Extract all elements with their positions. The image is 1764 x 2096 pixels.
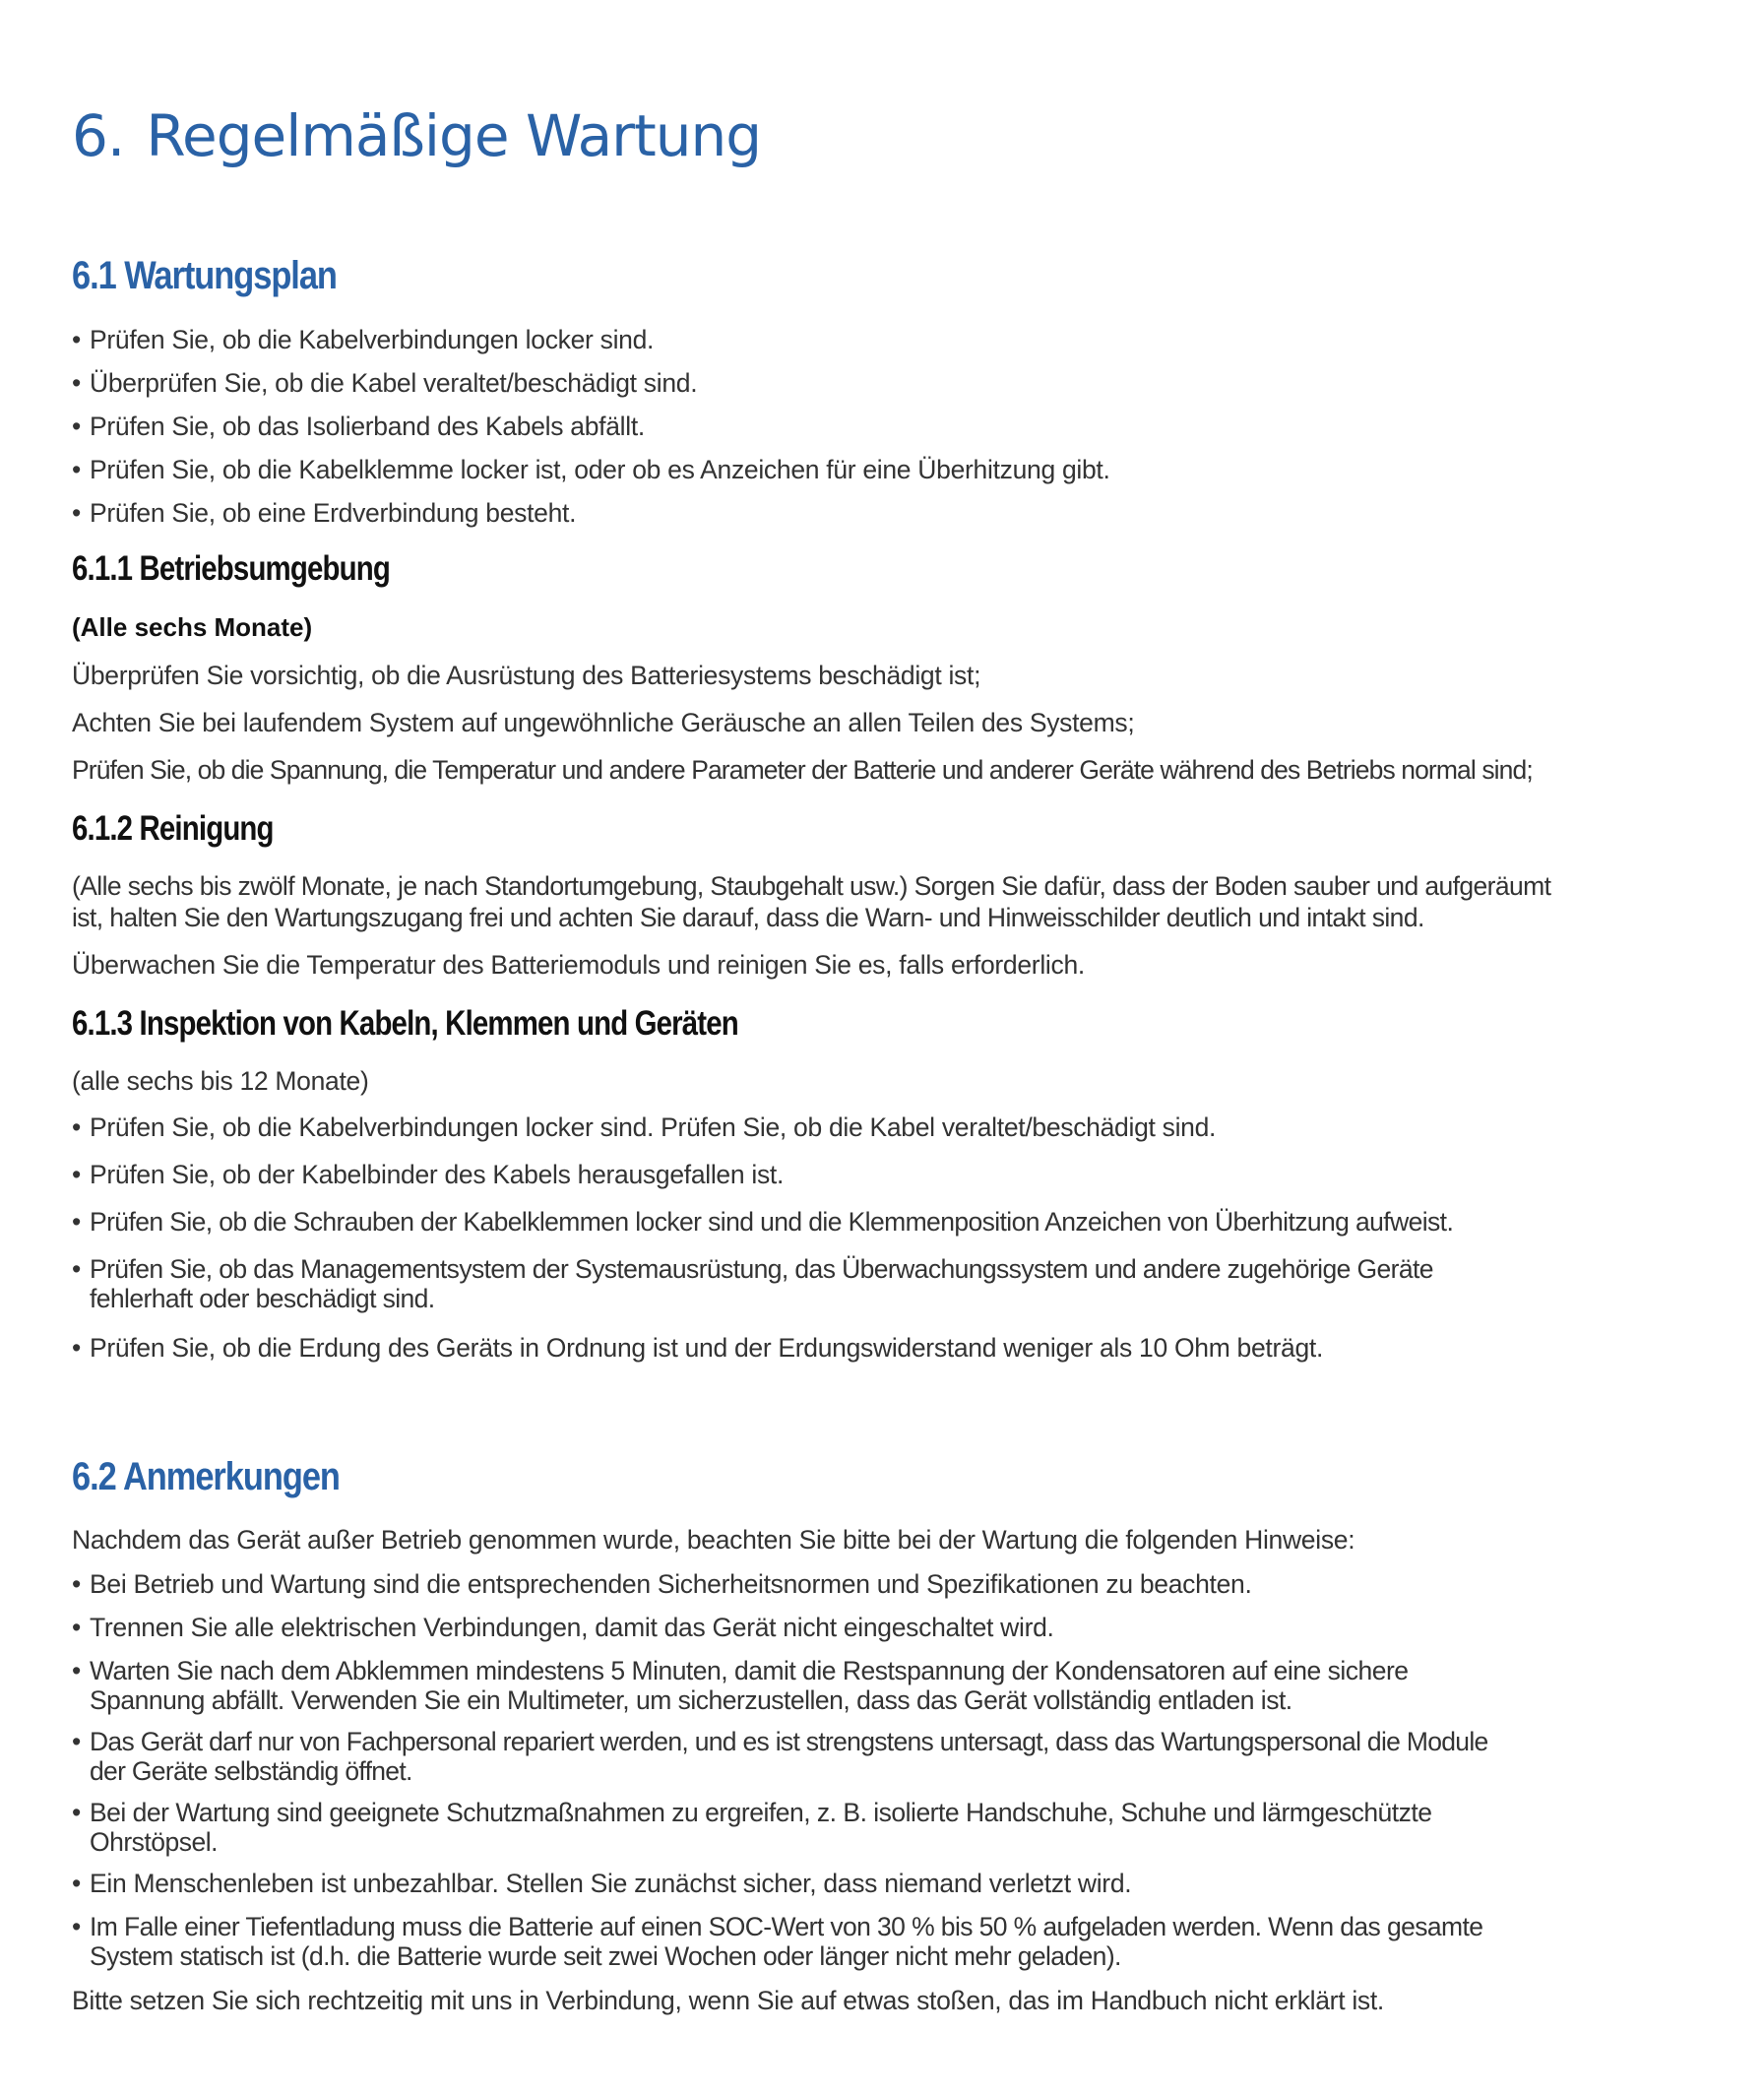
list-item: • Überprüfen Sie, ob die Kabel veraltet/beschädigt sind. [72, 368, 698, 398]
bullet-icon: • [72, 498, 81, 528]
list-item: • Prüfen Sie, ob die Erdung des Geräts in Ordnung ist und der Erdungswiderstand weniger als 10 Ohm beträgt. [72, 1333, 1324, 1363]
paragraph: (Alle sechs bis zwölf Monate, je nach Standortumgebung, Staubgehalt usw.) Sorgen Sie dafür, dass der Boden sauber und aufgeräumt [72, 871, 1551, 901]
list-item: • Das Gerät darf nur von Fachpersonal repariert werden, und es ist strengstens untersagt, dass das Wartungspersonal die Module der Geräte selbständig öffnet. [72, 1727, 1488, 1786]
section-heading-6-1: 6.1 Wartungsplan [72, 254, 337, 297]
paragraph: Achten Sie bei laufendem System auf ungewöhnliche Geräusche an allen Teilen des Systems; [72, 708, 1135, 737]
bullet-icon: • [72, 412, 81, 441]
list-item: • Prüfen Sie, ob die Schrauben der Kabelklemmen locker sind und die Klemmenposition Anzeichen von Überhitzung aufweist. [72, 1207, 1454, 1237]
list-item: • Prüfen Sie, ob die Kabelklemme locker ist, oder ob es Anzeichen für eine Überhitzung gibt. [72, 455, 1110, 484]
interval-label: (Alle sechs Monate) [72, 612, 313, 642]
page-title [72, 102, 761, 169]
bullet-icon: • [72, 325, 81, 354]
list-item: • Bei Betrieb und Wartung sind die entsprechenden Sicherheitsnormen und Spezifikationen zu beachten. [72, 1569, 1252, 1599]
list-item: • Prüfen Sie, ob die Kabelverbindungen locker sind. Prüfen Sie, ob die Kabel veraltet/beschädigt sind. [72, 1112, 1217, 1142]
section-heading-6-1-2: 6.1.2 Reinigung [72, 809, 274, 848]
section-heading-6-1-1: 6.1.1 Betriebsumgebung [72, 549, 390, 588]
section-heading-6-2: 6.2 Anmerkungen [72, 1455, 340, 1498]
list-item: • Prüfen Sie, ob die Kabelverbindungen locker sind. [72, 325, 655, 354]
bullet-icon: • [72, 1333, 81, 1363]
list-item: • Warten Sie nach dem Abklemmen mindestens 5 Minuten, damit die Restspannung der Kondensatoren auf eine sichere Spannung abfällt. Verwenden Sie ein Multimeter, um sicherzustellen, dass das Gerät vollständig entladen ist. [72, 1656, 1409, 1715]
list-item: • Prüfen Sie, ob der Kabelbinder des Kabels herausgefallen ist. [72, 1160, 785, 1189]
bullet-icon: • [72, 455, 81, 484]
bullet-icon: • [72, 1207, 81, 1237]
bullet-icon: • [72, 1912, 81, 1941]
bullet-icon: • [72, 1727, 81, 1756]
bullet-icon: • [72, 1254, 81, 1284]
list-item: • Im Falle einer Tiefentladung muss die Batterie auf einen SOC-Wert von 30 % bis 50 % aufgeladen werden. Wenn das gesamte System statisch ist (d.h. die Batterie wurde seit zwei Wochen oder länger nicht mehr geladen). [72, 1912, 1483, 1971]
list-item: • Ein Menschenleben ist unbezahlbar. Stellen Sie zunächst sicher, dass niemand verletzt wird. [72, 1869, 1132, 1898]
interval-label: (alle sechs bis 12 Monate) [72, 1066, 369, 1096]
list-item: • Trennen Sie alle elektrischen Verbindungen, damit das Gerät nicht eingeschaltet wird. [72, 1613, 1054, 1642]
list-item: • Prüfen Sie, ob das Managementsystem der Systemausrüstung, das Überwachungssystem und andere zugehörige Geräte fehlerhaft oder beschädigt sind. [72, 1254, 1433, 1313]
closing-paragraph: Bitte setzen Sie sich rechtzeitig mit uns in Verbindung, wenn Sie auf etwas stoßen, das im Handbuch nicht erklärt ist. [72, 1986, 1384, 2015]
chapter-number: 6. [72, 102, 125, 169]
chapter-title: Regelmäßige Wartung [146, 102, 762, 169]
bullet-icon: • [72, 1160, 81, 1189]
list-item: • Prüfen Sie, ob eine Erdverbindung besteht. [72, 498, 577, 528]
list-item: • Prüfen Sie, ob das Isolierband des Kabels abfällt. [72, 412, 645, 441]
paragraph: Nachdem das Gerät außer Betrieb genommen wurde, beachten Sie bitte bei der Wartung die folgenden Hinweise: [72, 1525, 1355, 1555]
bullet-icon: • [72, 1869, 81, 1898]
bullet-icon: • [72, 1112, 81, 1142]
paragraph: Überwachen Sie die Temperatur des Batteriemoduls und reinigen Sie es, falls erforderlich. [72, 950, 1085, 980]
paragraph: Prüfen Sie, ob die Spannung, die Temperatur und andere Parameter der Batterie und anderer Geräte während des Betriebs normal sind; [72, 755, 1533, 785]
bullet-icon: • [72, 1613, 81, 1642]
bullet-icon: • [72, 1798, 81, 1827]
list-item: • Bei der Wartung sind geeignete Schutzmaßnahmen zu ergreifen, z. B. isolierte Handschuhe, Schuhe und lärmgeschützte Ohrstöpsel. [72, 1798, 1432, 1857]
bullet-icon: • [72, 1569, 81, 1599]
bullet-icon: • [72, 368, 81, 398]
paragraph: Überprüfen Sie vorsichtig, ob die Ausrüstung des Batteriesystems beschädigt ist; [72, 661, 981, 690]
section-heading-6-1-3: 6.1.3 Inspektion von Kabeln, Klemmen und Geräten [72, 1004, 738, 1043]
bullet-icon: • [72, 1656, 81, 1685]
paragraph: ist, halten Sie den Wartungszugang frei und achten Sie darauf, dass die Warn- und Hinweisschilder deutlich und intakt sind. [72, 903, 1424, 932]
